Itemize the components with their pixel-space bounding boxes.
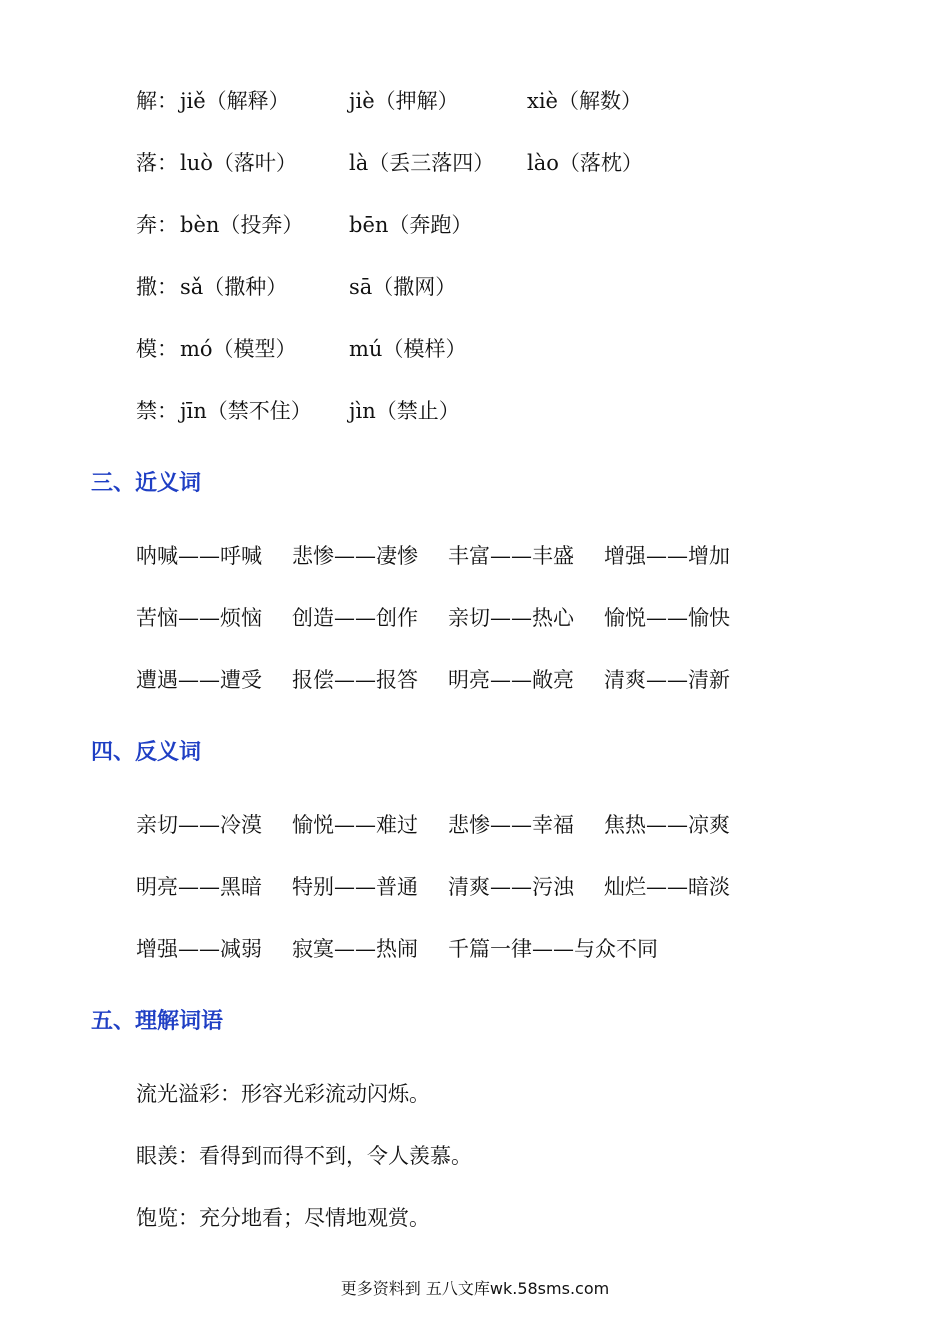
- polyphone-reading: sǎ（撒种）: [180, 275, 288, 299]
- section-heading-antonyms: 四、反义词: [91, 740, 202, 765]
- antonym-pair: 明亮——黑暗: [136, 875, 262, 899]
- antonym-pair: 特别——普通: [292, 875, 418, 899]
- polyphone-char: 落：: [136, 151, 178, 175]
- polyphone-reading: luò（落叶）: [180, 151, 297, 175]
- section-heading-definitions: 五、理解词语: [91, 1009, 224, 1034]
- polyphone-reading: xiè（解数）: [527, 89, 642, 113]
- polyphone-reading: lào（落枕）: [527, 151, 643, 175]
- polyphone-char: 撒：: [136, 275, 178, 299]
- footer-source: 更多资料到 五八文库wk.58sms.com: [340, 1279, 610, 1298]
- synonym-pair: 呐喊——呼喊: [136, 544, 262, 568]
- definition-item: 眼羡：看得到而得不到，令人羡慕。: [136, 1144, 472, 1168]
- polyphone-reading: mó（模型）: [180, 337, 297, 361]
- polyphone-reading: mú（模样）: [349, 337, 467, 361]
- antonym-pair: 增强——减弱: [136, 937, 262, 961]
- polyphone-reading: bēn（奔跑）: [349, 213, 473, 237]
- synonym-pair: 亲切——热心: [448, 606, 574, 630]
- synonym-pair: 清爽——清新: [604, 668, 730, 692]
- synonym-pair: 悲惨——凄惨: [292, 544, 418, 568]
- polyphone-reading: là（丢三落四）: [349, 151, 495, 175]
- synonym-pair: 增强——增加: [604, 544, 730, 568]
- antonym-pair: 愉悦——难过: [292, 813, 418, 837]
- antonym-pair: 寂寞——热闹: [292, 937, 418, 961]
- synonym-pair: 愉悦——愉快: [604, 606, 730, 630]
- polyphone-char: 模：: [136, 337, 178, 361]
- polyphone-char: 禁：: [136, 399, 178, 423]
- polyphone-reading: jìn（禁止）: [349, 399, 460, 423]
- polyphone-reading: jiè（押解）: [349, 89, 459, 113]
- synonym-pair: 丰富——丰盛: [448, 544, 574, 568]
- polyphone-reading: jiě（解释）: [180, 89, 290, 113]
- definition-item: 流光溢彩：形容光彩流动闪烁。: [136, 1082, 430, 1106]
- antonym-pair: 亲切——冷漠: [136, 813, 262, 837]
- polyphone-char: 解：: [136, 89, 178, 113]
- polyphone-reading: bèn（投奔）: [180, 213, 304, 237]
- antonym-pair: 千篇一律——与众不同: [448, 937, 658, 961]
- antonym-pair: 灿烂——暗淡: [604, 875, 730, 899]
- section-heading-synonyms: 三、近义词: [91, 471, 202, 496]
- synonym-pair: 遭遇——遭受: [136, 668, 262, 692]
- polyphone-reading: sā（撒网）: [349, 275, 457, 299]
- synonym-pair: 明亮——敞亮: [448, 668, 574, 692]
- definition-item: 饱览：充分地看；尽情地观赏。: [136, 1206, 430, 1230]
- antonym-pair: 焦热——凉爽: [604, 813, 730, 837]
- antonym-pair: 悲惨——幸福: [448, 813, 574, 837]
- antonym-pair: 清爽——污浊: [448, 875, 574, 899]
- polyphone-reading: jīn（禁不住）: [180, 399, 312, 423]
- polyphone-char: 奔：: [136, 213, 178, 237]
- synonym-pair: 苦恼——烦恼: [136, 606, 262, 630]
- synonym-pair: 报偿——报答: [292, 668, 418, 692]
- synonym-pair: 创造——创作: [292, 606, 418, 630]
